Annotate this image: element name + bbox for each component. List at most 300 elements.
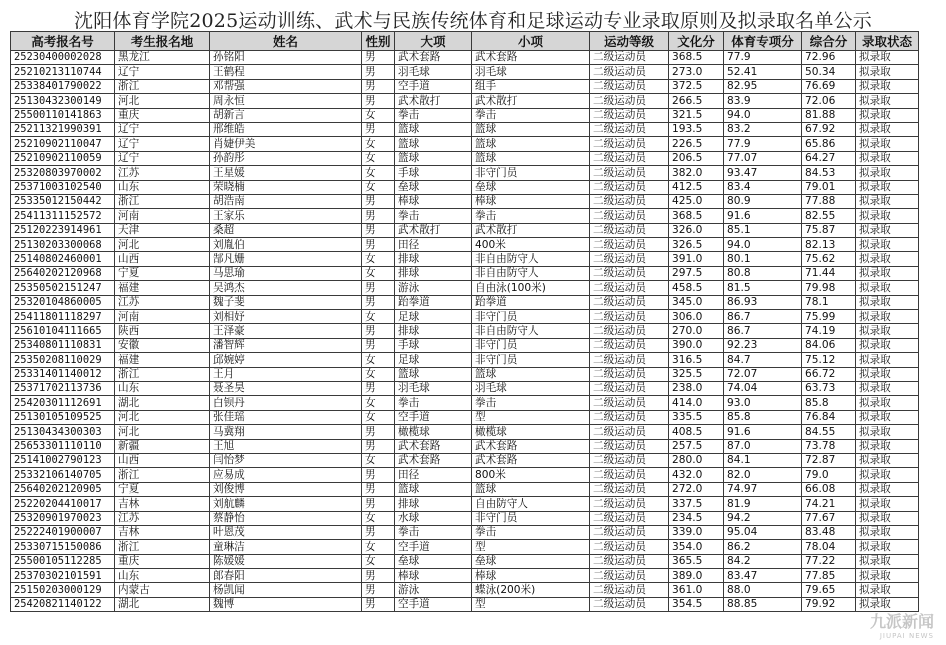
name-cell: 郜凡姗	[210, 252, 362, 266]
total-score-cell: 64.27	[802, 151, 856, 165]
gender-cell: 男	[362, 569, 395, 583]
region-cell: 河南	[115, 310, 210, 324]
column-header: 小项	[472, 32, 590, 51]
culture-score-cell: 389.0	[669, 569, 724, 583]
sport-cell: 篮球	[395, 482, 472, 496]
region-cell: 江苏	[115, 166, 210, 180]
event-cell: 篮球	[472, 137, 590, 151]
sport-cell: 空手道	[395, 540, 472, 554]
level-cell: 二级运动员	[590, 511, 669, 525]
region-cell: 内蒙古	[115, 583, 210, 597]
exam-id-cell: 25640202120968	[11, 266, 115, 280]
culture-score-cell: 408.5	[669, 425, 724, 439]
status-cell: 拟录取	[856, 166, 919, 180]
region-cell: 新疆	[115, 439, 210, 453]
gender-cell: 男	[362, 223, 395, 237]
level-cell: 二级运动员	[590, 338, 669, 352]
event-cell: 跆拳道	[472, 295, 590, 309]
sport-score-cell: 93.47	[724, 166, 802, 180]
sport-score-cell: 94.2	[724, 511, 802, 525]
exam-id-cell: 25371003102540	[11, 180, 115, 194]
region-cell: 浙江	[115, 540, 210, 554]
exam-id-cell: 25340801110831	[11, 338, 115, 352]
level-cell: 二级运动员	[590, 295, 669, 309]
total-score-cell: 77.85	[802, 569, 856, 583]
sport-cell: 排球	[395, 252, 472, 266]
level-cell: 二级运动员	[590, 525, 669, 539]
total-score-cell: 78.04	[802, 540, 856, 554]
event-cell: 棒球	[472, 569, 590, 583]
column-header: 录取状态	[856, 32, 919, 51]
gender-cell: 男	[362, 79, 395, 93]
sport-cell: 排球	[395, 324, 472, 338]
event-cell: 自由防守人	[472, 497, 590, 511]
sport-cell: 跆拳道	[395, 295, 472, 309]
name-cell: 肖婕伊美	[210, 137, 362, 151]
total-score-cell: 66.72	[802, 367, 856, 381]
exam-id-cell: 25330715150086	[11, 540, 115, 554]
total-score-cell: 85.8	[802, 396, 856, 410]
sport-score-cell: 81.5	[724, 281, 802, 295]
status-cell: 拟录取	[856, 338, 919, 352]
exam-id-cell: 25332106140705	[11, 468, 115, 482]
exam-id-cell: 25130432300149	[11, 94, 115, 108]
event-cell: 型	[472, 597, 590, 611]
name-cell: 荣晓楠	[210, 180, 362, 194]
culture-score-cell: 257.5	[669, 439, 724, 453]
event-cell: 武术散打	[472, 94, 590, 108]
name-cell: 刘俊博	[210, 482, 362, 496]
status-cell: 拟录取	[856, 238, 919, 252]
sport-cell: 水球	[395, 511, 472, 525]
status-cell: 拟录取	[856, 281, 919, 295]
gender-cell: 男	[362, 94, 395, 108]
table-row	[11, 381, 919, 395]
culture-score-cell: 280.0	[669, 453, 724, 467]
level-cell: 二级运动员	[590, 425, 669, 439]
gender-cell: 女	[362, 252, 395, 266]
region-cell: 河北	[115, 94, 210, 108]
sport-score-cell: 88.85	[724, 597, 802, 611]
status-cell: 拟录取	[856, 108, 919, 122]
region-cell: 辽宁	[115, 65, 210, 79]
level-cell: 二级运动员	[590, 569, 669, 583]
status-cell: 拟录取	[856, 65, 919, 79]
status-cell: 拟录取	[856, 583, 919, 597]
region-cell: 湖北	[115, 396, 210, 410]
table-row	[11, 108, 919, 122]
total-score-cell: 75.87	[802, 223, 856, 237]
region-cell: 山西	[115, 252, 210, 266]
name-cell: 邢维皓	[210, 122, 362, 136]
sport-score-cell: 83.4	[724, 180, 802, 194]
status-cell: 拟录取	[856, 266, 919, 280]
region-cell: 安徽	[115, 338, 210, 352]
level-cell: 二级运动员	[590, 554, 669, 568]
name-cell: 聂圣昊	[210, 381, 362, 395]
level-cell: 二级运动员	[590, 310, 669, 324]
status-cell: 拟录取	[856, 597, 919, 611]
total-score-cell: 79.0	[802, 468, 856, 482]
event-cell: 自由泳(100米)	[472, 281, 590, 295]
exam-id-cell: 25640202120905	[11, 482, 115, 496]
event-cell: 拳击	[472, 525, 590, 539]
region-cell: 浙江	[115, 79, 210, 93]
level-cell: 二级运动员	[590, 353, 669, 367]
region-cell: 辽宁	[115, 151, 210, 165]
event-cell: 垒球	[472, 554, 590, 568]
table-row	[11, 396, 919, 410]
gender-cell: 女	[362, 151, 395, 165]
table-row	[11, 338, 919, 352]
gender-cell: 男	[362, 281, 395, 295]
sport-cell: 篮球	[395, 137, 472, 151]
name-cell: 叶恩茂	[210, 525, 362, 539]
culture-score-cell: 345.0	[669, 295, 724, 309]
level-cell: 二级运动员	[590, 252, 669, 266]
event-cell: 篮球	[472, 122, 590, 136]
event-cell: 非自由防守人	[472, 252, 590, 266]
level-cell: 二级运动员	[590, 497, 669, 511]
total-score-cell: 65.86	[802, 137, 856, 151]
sport-cell: 游泳	[395, 281, 472, 295]
table-row	[11, 540, 919, 554]
event-cell: 垒球	[472, 180, 590, 194]
name-cell: 胡浩南	[210, 194, 362, 208]
table-header-row	[11, 32, 919, 51]
status-cell: 拟录取	[856, 180, 919, 194]
sport-cell: 拳击	[395, 396, 472, 410]
exam-id-cell: 25130105109525	[11, 410, 115, 424]
exam-id-cell: 25420821140122	[11, 597, 115, 611]
total-score-cell: 76.69	[802, 79, 856, 93]
culture-score-cell: 266.5	[669, 94, 724, 108]
culture-score-cell: 368.5	[669, 209, 724, 223]
gender-cell: 女	[362, 396, 395, 410]
sport-cell: 垒球	[395, 180, 472, 194]
event-cell: 篮球	[472, 151, 590, 165]
column-header: 文化分	[669, 32, 724, 51]
gender-cell: 男	[362, 497, 395, 511]
gender-cell: 女	[362, 453, 395, 467]
name-cell: 杨凯闻	[210, 583, 362, 597]
level-cell: 二级运动员	[590, 453, 669, 467]
name-cell: 孙铭阳	[210, 51, 362, 65]
culture-score-cell: 365.5	[669, 554, 724, 568]
sport-score-cell: 52.41	[724, 65, 802, 79]
name-cell: 周永恒	[210, 94, 362, 108]
level-cell: 二级运动员	[590, 367, 669, 381]
name-cell: 魏博	[210, 597, 362, 611]
sport-score-cell: 77.07	[724, 151, 802, 165]
column-header: 运动等级	[590, 32, 669, 51]
name-cell: 马思瑜	[210, 266, 362, 280]
event-cell: 型	[472, 540, 590, 554]
status-cell: 拟录取	[856, 353, 919, 367]
table-row	[11, 194, 919, 208]
level-cell: 二级运动员	[590, 122, 669, 136]
total-score-cell: 83.48	[802, 525, 856, 539]
corner-logo-main: 九派新闻	[869, 612, 934, 631]
table-row	[11, 410, 919, 424]
gender-cell: 男	[362, 194, 395, 208]
sport-score-cell: 85.1	[724, 223, 802, 237]
region-cell: 福建	[115, 353, 210, 367]
region-cell: 山西	[115, 453, 210, 467]
total-score-cell: 75.12	[802, 353, 856, 367]
gender-cell: 男	[362, 209, 395, 223]
column-header: 考生报名地	[115, 32, 210, 51]
event-cell: 武术套路	[472, 439, 590, 453]
gender-cell: 男	[362, 381, 395, 395]
status-cell: 拟录取	[856, 468, 919, 482]
status-cell: 拟录取	[856, 194, 919, 208]
total-score-cell: 79.01	[802, 180, 856, 194]
total-score-cell: 82.13	[802, 238, 856, 252]
culture-score-cell: 193.5	[669, 122, 724, 136]
exam-id-cell: 25371702113736	[11, 381, 115, 395]
status-cell: 拟录取	[856, 209, 919, 223]
total-score-cell: 63.73	[802, 381, 856, 395]
status-cell: 拟录取	[856, 367, 919, 381]
status-cell: 拟录取	[856, 94, 919, 108]
region-cell: 山东	[115, 180, 210, 194]
sport-cell: 空手道	[395, 79, 472, 93]
exam-id-cell: 25222401900007	[11, 525, 115, 539]
culture-score-cell: 458.5	[669, 281, 724, 295]
culture-score-cell: 238.0	[669, 381, 724, 395]
status-cell: 拟录取	[856, 525, 919, 539]
gender-cell: 男	[362, 439, 395, 453]
sport-score-cell: 83.2	[724, 122, 802, 136]
table-row	[11, 511, 919, 525]
gender-cell: 男	[362, 597, 395, 611]
gender-cell: 男	[362, 425, 395, 439]
event-cell: 非守门员	[472, 166, 590, 180]
sport-score-cell: 77.9	[724, 137, 802, 151]
culture-score-cell: 306.0	[669, 310, 724, 324]
name-cell: 王旭	[210, 439, 362, 453]
exam-id-cell: 25140802460001	[11, 252, 115, 266]
status-cell: 拟录取	[856, 151, 919, 165]
exam-id-cell: 25130203300068	[11, 238, 115, 252]
exam-id-cell: 25150203000129	[11, 583, 115, 597]
status-cell: 拟录取	[856, 569, 919, 583]
table-row	[11, 453, 919, 467]
name-cell: 应易成	[210, 468, 362, 482]
sport-score-cell: 86.7	[724, 310, 802, 324]
table-row	[11, 151, 919, 165]
table-row	[11, 223, 919, 237]
table-row	[11, 468, 919, 482]
name-cell: 刘胤伯	[210, 238, 362, 252]
sport-cell: 田径	[395, 468, 472, 482]
event-cell: 型	[472, 410, 590, 424]
name-cell: 吴鸿杰	[210, 281, 362, 295]
culture-score-cell: 321.5	[669, 108, 724, 122]
event-cell: 组手	[472, 79, 590, 93]
status-cell: 拟录取	[856, 497, 919, 511]
gender-cell: 女	[362, 410, 395, 424]
sport-score-cell: 91.6	[724, 425, 802, 439]
total-score-cell: 77.22	[802, 554, 856, 568]
level-cell: 二级运动员	[590, 194, 669, 208]
name-cell: 刘相妤	[210, 310, 362, 324]
exam-id-cell: 25141002790123	[11, 453, 115, 467]
exam-id-cell: 25411801118297	[11, 310, 115, 324]
culture-score-cell: 326.0	[669, 223, 724, 237]
sport-score-cell: 80.9	[724, 194, 802, 208]
table-row	[11, 166, 919, 180]
sport-score-cell: 92.23	[724, 338, 802, 352]
total-score-cell: 84.06	[802, 338, 856, 352]
status-cell: 拟录取	[856, 122, 919, 136]
sport-cell: 羽毛球	[395, 65, 472, 79]
region-cell: 重庆	[115, 554, 210, 568]
total-score-cell: 74.19	[802, 324, 856, 338]
event-cell: 武术套路	[472, 453, 590, 467]
sport-cell: 足球	[395, 353, 472, 367]
table-row	[11, 497, 919, 511]
status-cell: 拟录取	[856, 410, 919, 424]
region-cell: 陕西	[115, 324, 210, 338]
level-cell: 二级运动员	[590, 597, 669, 611]
level-cell: 二级运动员	[590, 583, 669, 597]
culture-score-cell: 234.5	[669, 511, 724, 525]
culture-score-cell: 337.5	[669, 497, 724, 511]
level-cell: 二级运动员	[590, 482, 669, 496]
sport-cell: 垒球	[395, 554, 472, 568]
sport-score-cell: 94.0	[724, 238, 802, 252]
level-cell: 二级运动员	[590, 65, 669, 79]
exam-id-cell: 25210902110047	[11, 137, 115, 151]
sport-cell: 空手道	[395, 410, 472, 424]
name-cell: 陈媛媛	[210, 554, 362, 568]
region-cell: 吉林	[115, 497, 210, 511]
gender-cell: 女	[362, 540, 395, 554]
sport-cell: 排球	[395, 266, 472, 280]
event-cell: 非守门员	[472, 338, 590, 352]
name-cell: 桑超	[210, 223, 362, 237]
total-score-cell: 82.55	[802, 209, 856, 223]
corner-logo	[838, 609, 934, 639]
name-cell: 张佳瑶	[210, 410, 362, 424]
exam-id-cell: 25350502151247	[11, 281, 115, 295]
culture-score-cell: 206.5	[669, 151, 724, 165]
exam-id-cell: 25420301112691	[11, 396, 115, 410]
total-score-cell: 72.87	[802, 453, 856, 467]
sport-cell: 武术散打	[395, 94, 472, 108]
event-cell: 非守门员	[472, 353, 590, 367]
exam-id-cell: 25331401140012	[11, 367, 115, 381]
table-row	[11, 324, 919, 338]
region-cell: 河南	[115, 209, 210, 223]
name-cell: 王星媛	[210, 166, 362, 180]
status-cell: 拟录取	[856, 137, 919, 151]
sport-score-cell: 87.0	[724, 439, 802, 453]
sport-score-cell: 88.0	[724, 583, 802, 597]
sport-score-cell: 83.9	[724, 94, 802, 108]
region-cell: 辽宁	[115, 122, 210, 136]
table-row	[11, 482, 919, 496]
gender-cell: 女	[362, 353, 395, 367]
level-cell: 二级运动员	[590, 410, 669, 424]
region-cell: 河北	[115, 425, 210, 439]
name-cell: 魏子斐	[210, 295, 362, 309]
event-cell: 武术套路	[472, 51, 590, 65]
column-header: 姓名	[210, 32, 362, 51]
sport-score-cell: 84.2	[724, 554, 802, 568]
name-cell: 邓帮强	[210, 79, 362, 93]
level-cell: 二级运动员	[590, 51, 669, 65]
event-cell: 羽毛球	[472, 65, 590, 79]
culture-score-cell: 326.5	[669, 238, 724, 252]
name-cell: 邱婉婷	[210, 353, 362, 367]
event-cell: 非守门员	[472, 310, 590, 324]
total-score-cell: 74.21	[802, 497, 856, 511]
status-cell: 拟录取	[856, 324, 919, 338]
total-score-cell: 75.99	[802, 310, 856, 324]
gender-cell: 男	[362, 238, 395, 252]
table-row	[11, 583, 919, 597]
event-cell: 非守门员	[472, 511, 590, 525]
exam-id-cell: 25320803970002	[11, 166, 115, 180]
culture-score-cell: 354.5	[669, 597, 724, 611]
name-cell: 孙韵彤	[210, 151, 362, 165]
region-cell: 天津	[115, 223, 210, 237]
culture-score-cell: 273.0	[669, 65, 724, 79]
region-cell: 浙江	[115, 468, 210, 482]
region-cell: 山东	[115, 381, 210, 395]
total-score-cell: 79.92	[802, 597, 856, 611]
culture-score-cell: 335.5	[669, 410, 724, 424]
column-header: 综合分	[802, 32, 856, 51]
region-cell: 湖北	[115, 597, 210, 611]
table-row	[11, 94, 919, 108]
gender-cell: 女	[362, 266, 395, 280]
level-cell: 二级运动员	[590, 79, 669, 93]
culture-score-cell: 361.0	[669, 583, 724, 597]
culture-score-cell: 339.0	[669, 525, 724, 539]
total-score-cell: 81.88	[802, 108, 856, 122]
sport-score-cell: 84.1	[724, 453, 802, 467]
sport-cell: 拳击	[395, 209, 472, 223]
sport-cell: 排球	[395, 497, 472, 511]
exam-id-cell: 25500110141863	[11, 108, 115, 122]
gender-cell: 女	[362, 108, 395, 122]
gender-cell: 女	[362, 180, 395, 194]
culture-score-cell: 390.0	[669, 338, 724, 352]
sport-score-cell: 83.47	[724, 569, 802, 583]
exam-id-cell: 25370302101591	[11, 569, 115, 583]
level-cell: 二级运动员	[590, 381, 669, 395]
sport-score-cell: 86.7	[724, 324, 802, 338]
table-row	[11, 367, 919, 381]
sport-cell: 手球	[395, 338, 472, 352]
event-cell: 拳击	[472, 209, 590, 223]
event-cell: 非自由防守人	[472, 266, 590, 280]
level-cell: 二级运动员	[590, 108, 669, 122]
sport-score-cell: 82.95	[724, 79, 802, 93]
region-cell: 山东	[115, 569, 210, 583]
level-cell: 二级运动员	[590, 166, 669, 180]
region-cell: 黑龙江	[115, 51, 210, 65]
sport-cell: 田径	[395, 238, 472, 252]
status-cell: 拟录取	[856, 511, 919, 525]
status-cell: 拟录取	[856, 396, 919, 410]
gender-cell: 女	[362, 137, 395, 151]
table-row	[11, 425, 919, 439]
